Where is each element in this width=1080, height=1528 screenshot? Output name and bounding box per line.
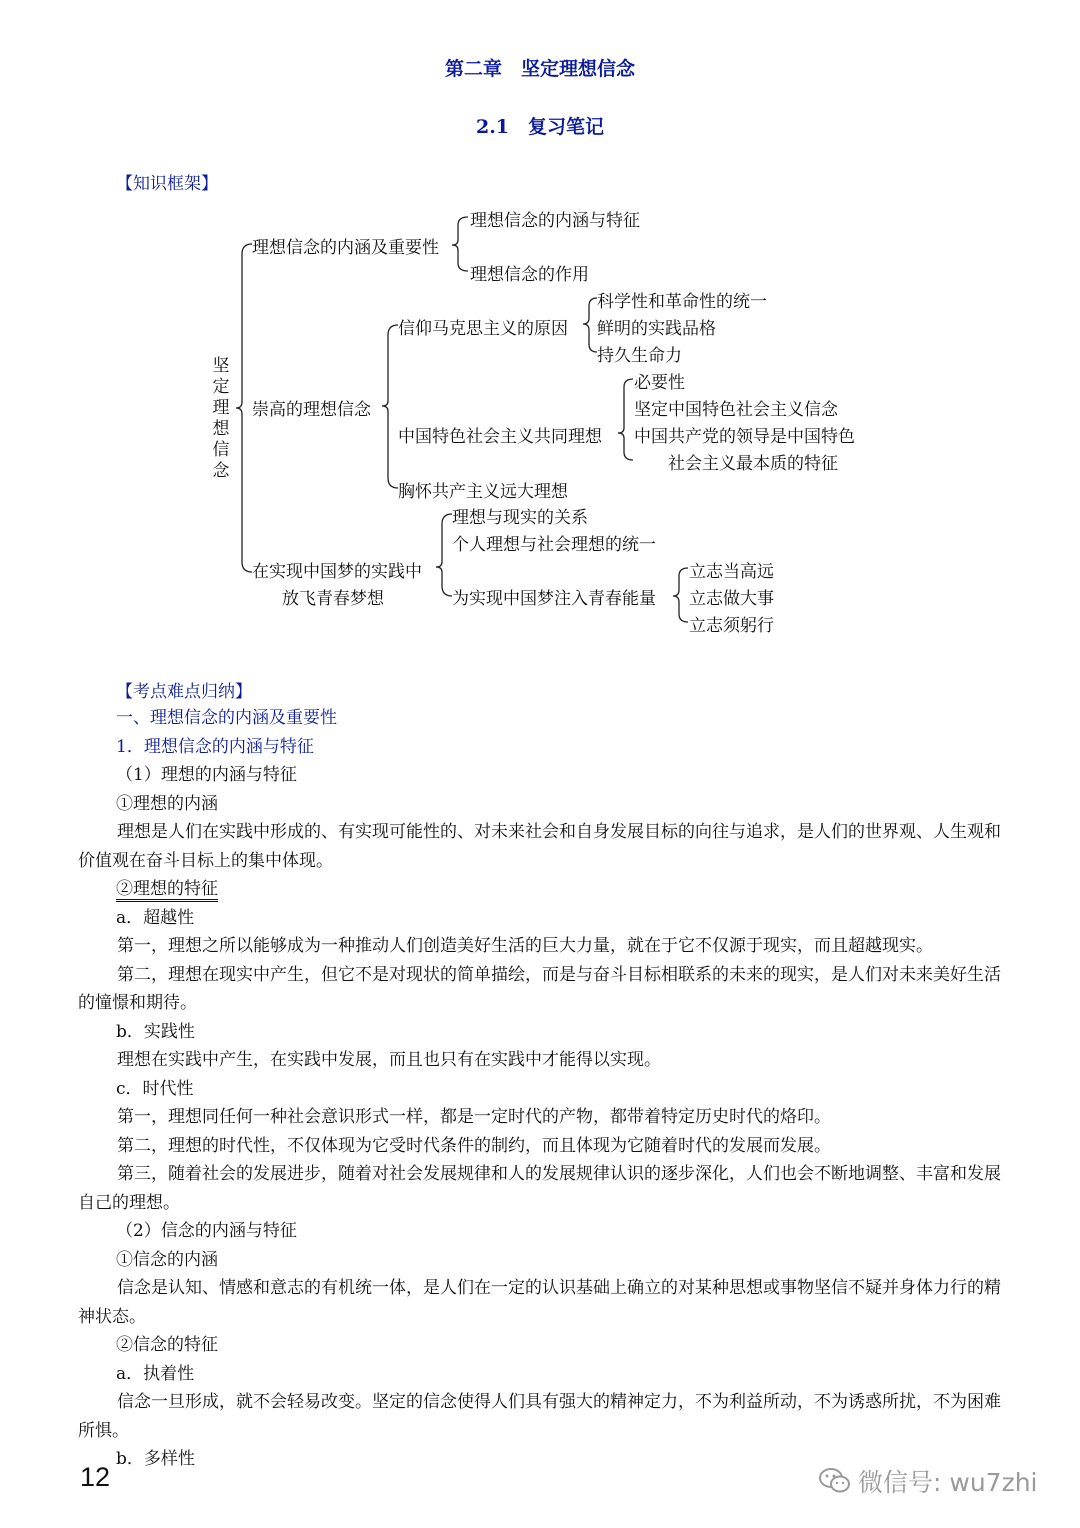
tree-node: 必要性 xyxy=(634,373,685,393)
tree-branch3-label: 在实现中国梦的实践中 xyxy=(252,562,422,582)
framework-label: 【知识框架】 xyxy=(116,174,218,194)
heading-1: 一、理想信念的内涵及重要性 xyxy=(116,708,337,728)
paragraph: 第一，理想同任何一种社会意识形式一样，都是一定时代的产物，都带着特定历史时代的烙印。 xyxy=(117,1107,831,1127)
tree-node: 立志须躬行 xyxy=(689,616,774,636)
section-title: 2.1 复习笔记 xyxy=(475,116,605,138)
tree-node: 理想信念的作用 xyxy=(470,265,589,285)
paragraph: 信念一旦形成，就不会轻易改变。坚定的信念使得人们具有强大的精神定力，不为利益所动，不为诱惑所扰，不为困难所惧。 xyxy=(78,1392,1001,1441)
paragraph: 第三，随着社会的发展进步，随着对社会发展规律和人的发展规律认识的逐步深化，人们也会不断地调整、丰富和发展自己的理想。 xyxy=(78,1164,1001,1213)
feature-label: b．多样性 xyxy=(116,1449,195,1469)
tree-node: 社会主义最本质的特征 xyxy=(668,454,838,474)
heading-2: 1．理想信念的内涵与特征 xyxy=(116,736,314,757)
feature-label: c．时代性 xyxy=(116,1078,194,1099)
feature-label: b．实践性 xyxy=(116,1021,195,1042)
subheading xyxy=(78,875,1008,904)
paragraph: 第二，理想在现实中产生，但它不是对现状的简单描绘，而是与奋斗目标相联系的未来的现实，是人们对未来美好生活的憧憬和期待。 xyxy=(78,964,1001,1013)
feature-label: a．执着性 xyxy=(116,1363,195,1384)
page-number: 12 xyxy=(80,1462,111,1492)
tree-node: 科学性和革命性的统一 xyxy=(597,292,767,312)
watermark-text: 微信号: wu7zhi xyxy=(858,1468,1038,1497)
watermark xyxy=(818,1463,1037,1499)
subheading: ①信念的内涵 xyxy=(116,1249,218,1270)
keypoints-label: 【考点难点归纳】 xyxy=(116,682,252,702)
tree-branch2-label: 崇高的理想信念 xyxy=(252,400,371,420)
tree-node: 中国特色社会主义共同理想 xyxy=(398,427,602,447)
paragraph: 信念是认知、情感和意志的有机统一体，是人们在一定的认识基础上确立的对某种思想或事物坚信不疑并身体力行的精神状态。 xyxy=(78,1278,1001,1327)
tree-root-char: 想 xyxy=(212,419,230,439)
tree-node: 立志做大事 xyxy=(689,589,774,609)
tree-root-char: 坚 xyxy=(212,356,230,376)
paragraph: 理想在实践中产生，在实践中发展，而且也只有在实践中才能得以实现。 xyxy=(117,1050,661,1070)
tree-node: 鲜明的实践品格 xyxy=(597,319,716,339)
tree-root-label xyxy=(210,356,232,482)
tree-node: 个人理想与社会理想的统一 xyxy=(452,535,656,555)
tree-root-char: 念 xyxy=(212,461,230,481)
chapter-title: 第二章 坚定理想信念 xyxy=(444,58,635,80)
tree-node: 坚定中国特色社会主义信念 xyxy=(634,400,838,420)
tree-node: 立志当高远 xyxy=(689,562,774,582)
tree-root-char: 定 xyxy=(212,377,230,397)
tree-branch3-label-2: 放飞青春梦想 xyxy=(282,589,384,609)
subheading: ②信念的特征 xyxy=(116,1335,218,1355)
tree-branch1-label: 理想信念的内涵及重要性 xyxy=(252,238,439,258)
feature-label: a．超越性 xyxy=(116,907,195,928)
tree-node: 中国共产党的领导是中国特色 xyxy=(634,427,855,447)
wechat-icon xyxy=(818,1467,852,1495)
tree-node: 信仰马克思主义的原因 xyxy=(398,319,568,339)
tree-node: 理想信念的内涵与特征 xyxy=(470,211,640,231)
tree-root-char: 信 xyxy=(212,440,230,460)
subheading: （1）理想的内涵与特征 xyxy=(116,765,297,785)
tree-node: 持久生命力 xyxy=(597,346,682,366)
paragraph: 第二，理想的时代性，不仅体现为它受时代条件的制约，而且体现为它随着时代的发展而发展。 xyxy=(117,1135,831,1156)
paragraph: 第一，理想之所以能够成为一种推动人们创造美好生活的巨大力量，就在于它不仅源于现实，而且超越现实。 xyxy=(117,936,933,956)
paragraph: 理想是人们在实践中形成的、有实现可能性的、对未来社会和自身发展目标的向往与追求，是人们的世界观、人生观和价值观在奋斗目标上的集中体现。 xyxy=(78,822,1001,871)
tree-node: 理想与现实的关系 xyxy=(452,508,588,528)
tree-node: 为实现中国梦注入青春能量 xyxy=(452,589,656,609)
subheading: （2）信念的内涵与特征 xyxy=(116,1221,297,1241)
tree-root-char: 理 xyxy=(212,398,230,418)
body-text xyxy=(78,704,1008,1474)
underlined-subheading: ②理想的特征 xyxy=(116,879,218,902)
tree-node: 胸怀共产主义远大理想 xyxy=(398,482,568,502)
subheading: ①理想的内涵 xyxy=(116,793,218,814)
